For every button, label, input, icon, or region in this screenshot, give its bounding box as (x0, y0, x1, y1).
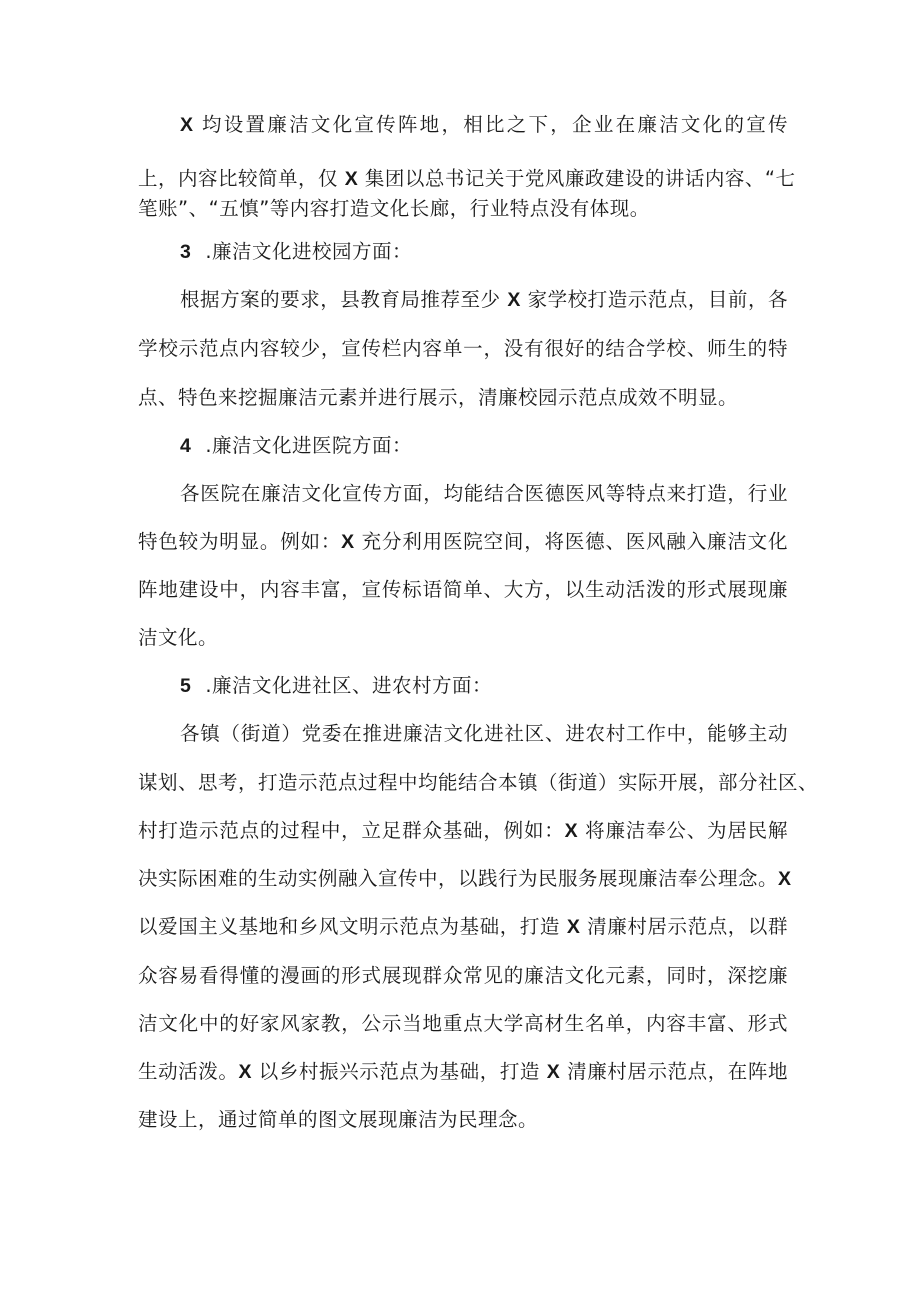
paragraph-line: 上，内容比较简单，仅 X 集团以总书记关于党风廉政建设的讲话内容、“七 (138, 167, 796, 190)
paragraph-line: 洁文化。 (138, 626, 219, 649)
paragraph-line: 学校示范点内容较少，宣传栏内容单一，没有很好的结合学校、师生的特 (138, 337, 788, 360)
paragraph-line: 各医院在廉洁文化宣传方面，均能结合医德医风等特点来打造，行业 (180, 482, 788, 505)
paragraph-line: 洁文化中的好家风家教，公示当地重点大学高材生名单，内容丰富、形式 (138, 1012, 788, 1035)
paragraph-line: 根据方案的要求，县教育局推荐至少 X 家学校打造示范点，目前，各 (180, 288, 788, 311)
paragraph-line: 阵地建设中，内容丰富，宣传标语简单、大方，以生动活泼的形式展现廉 (138, 578, 788, 601)
section-heading-5 (180, 674, 788, 698)
paragraph-line: 决实际困难的生动实例融入宣传中，以践行为民服务展现廉洁奉公理念。X (138, 867, 792, 890)
paragraph-line: 村打造示范点的过程中，立足群众基础，例如：X 将廉洁奉公、为居民解 (138, 819, 788, 842)
paragraph-line: 特色较为明显。例如：X 充分利用医院空间，将医德、医风融入廉洁文化 (138, 530, 788, 553)
section-title: .廉洁文化进校园方面： (205, 240, 413, 263)
paragraph-line: 建设上，通过简单的图文展现廉洁为民理念。 (138, 1108, 539, 1131)
paragraph-line: 众容易看得懂的漫画的形式展现群众常见的廉洁文化元素，同时，深挖廉 (138, 964, 788, 987)
paragraph-line: 生动活泼。X 以乡村振兴示范点为基础，打造 X 清廉村居示范点，在阵地 (138, 1060, 788, 1083)
paragraph-line: 笔账”、“五慎”等内容打造文化长廊，行业特点没有体现。 (138, 197, 650, 220)
paragraph-line: 以爱国主义基地和乡风文明示范点为基础，打造 X 清廉村居示范点，以群 (138, 915, 789, 938)
paragraph-line: 点、特色来挖掘廉洁元素并进行展示，清廉校园示范点成效不明显。 (138, 386, 739, 409)
paragraph-line: 各镇（街道）党委在推进廉洁文化进社区、进农村工作中，能够主动 (180, 722, 788, 745)
section-heading-4 (180, 434, 788, 458)
paragraph-line: 谋划、思考，打造示范点过程中均能结合本镇（街道）实际开展，部分社区、 (138, 771, 819, 794)
paragraph-line: X 均设置廉洁文化宣传阵地，相比之下，企业在廉洁文化的宣传 (180, 113, 788, 136)
section-number: 3 (180, 241, 192, 263)
section-title: .廉洁文化进医院方面： (205, 434, 413, 457)
section-title: .廉洁文化进社区、进农村方面： (205, 674, 493, 697)
section-number: 4 (180, 435, 192, 457)
section-heading-3 (180, 240, 788, 264)
section-number: 5 (180, 675, 192, 697)
